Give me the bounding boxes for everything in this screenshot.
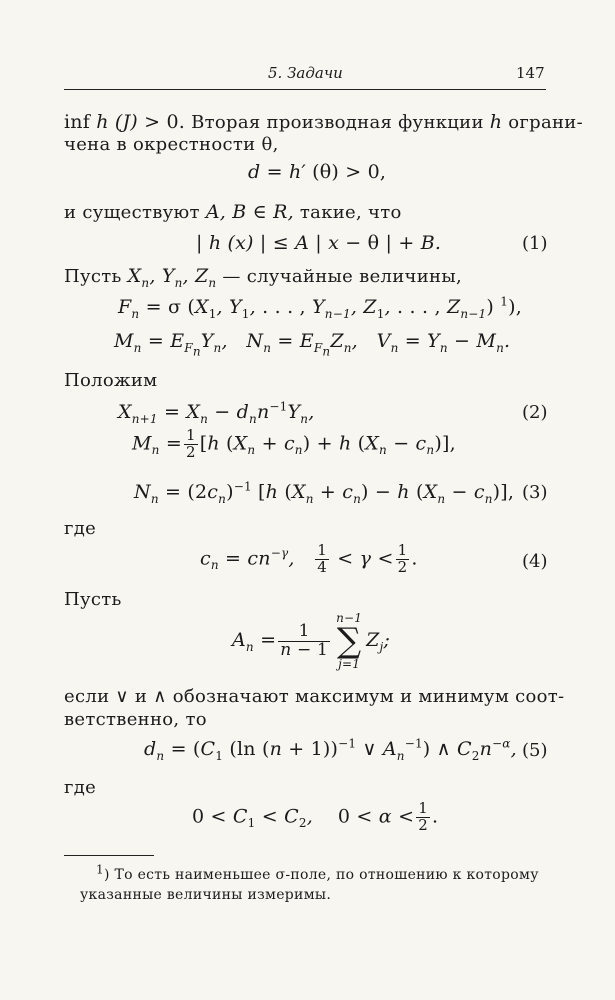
page-number: 147 bbox=[516, 64, 545, 82]
fraction-one-half: $\frac{1}{2}$ bbox=[397, 541, 408, 576]
sum-sign: n−1 ∑ j=1 bbox=[336, 611, 363, 671]
footnote-line: указанные величины измеримы. bbox=[80, 887, 332, 903]
formula-constants: $0 < C_1 < C_2$, 0 < α < $\frac{1}{2}$ . bbox=[192, 799, 439, 834]
paragraph-line: Пусть bbox=[64, 589, 122, 610]
equation-number: (2) bbox=[522, 402, 548, 423]
equation-number: (1) bbox=[522, 233, 548, 254]
text-fragment: и существуют bbox=[64, 202, 200, 223]
text-fragment: Пусть bbox=[64, 266, 122, 287]
paragraph-line: где bbox=[64, 777, 97, 798]
paragraph-line: если ∨ и ∧ обозначают максимум и минимум соот- bbox=[64, 686, 565, 707]
formula-N-n-definition: $N_n = (2c_n)^{-1}$ [h $(X_n + c_n) - h$ $(X_n - c_n)$], bbox=[134, 479, 515, 506]
formula-X-recursion: $X_{n+1} = X_n - d_nn^{-1}Y_n$, bbox=[118, 399, 315, 426]
fraction-one-half: $\frac{1}{2}$ bbox=[418, 799, 428, 834]
running-header-title: 5. Задачи bbox=[268, 64, 343, 82]
fraction-one-quarter: $\frac{1}{4}$ bbox=[317, 541, 328, 576]
text-fragment: — случайные величины, bbox=[222, 266, 462, 287]
paragraph-line: чена в окрестности θ, bbox=[64, 134, 279, 155]
text-fragment: Вторая производная функции bbox=[191, 112, 484, 133]
header-rule bbox=[64, 89, 546, 90]
paragraph-line bbox=[64, 200, 402, 225]
formula-F-n: $F_n = \sigma$ ($X_1$, $Y_1$, . . . , $Y_{n-1}$, $Z_1$, . . . , $Z_{n-1}$) $^1$), bbox=[118, 294, 522, 321]
text-fragment: ограни- bbox=[508, 112, 583, 133]
footnote-line: $^1$) То есть наименьшее σ-поле, по отношению к которому bbox=[96, 862, 539, 883]
footnote-text: То есть наименьшее σ-поле, по отношению к которому bbox=[114, 867, 539, 883]
formula-c-n: $c_n = cn^{-\gamma}$, $\frac{1}{4}$ < γ < $\frac{1}{2}$ . bbox=[200, 541, 418, 576]
paragraph-line: где bbox=[64, 518, 97, 539]
formula-h: h bbox=[489, 111, 503, 133]
formula-d-n: $d_n = (C_1$ (ln (n + 1))$^{-1}$ ∨ $A_n^{-1}$) ∧ $C_2n^{-\alpha}$, bbox=[144, 736, 517, 763]
formula-inf-h: inf h (J) > 0. bbox=[64, 111, 186, 133]
formula-d: d = h′ (θ) > 0, bbox=[248, 161, 387, 183]
formula-bound: | h (x) | ≤ A | x − θ | + B. bbox=[196, 232, 442, 254]
paragraph-line bbox=[64, 264, 462, 289]
paragraph-line bbox=[64, 110, 583, 135]
formula-M-N-V: $M_n = E_{F_n}Y_n$, $N_n = E_{F_n}Z_n$, $V_n = Y_n - M_n$. bbox=[114, 330, 511, 359]
formula-M-n-definition: $M_n$ = $\frac{1}{2}$ [h $(X_n + c_n) + h$ $(X_n - c_n)$], bbox=[132, 426, 456, 461]
formula-A-B-in-R: A, B ∈ R, bbox=[205, 201, 294, 223]
fraction-one-half: $\frac{1}{2}$ bbox=[185, 426, 196, 461]
paragraph-line: Положим bbox=[64, 370, 158, 391]
equation-number: (4) bbox=[522, 551, 548, 572]
formula-XYZ: $X_n$, $Y_n$, $Z_n$ bbox=[127, 265, 217, 290]
paragraph-line: ветственно, то bbox=[64, 709, 207, 730]
equation-number: (3) bbox=[522, 482, 548, 503]
text-fragment: такие, что bbox=[299, 202, 402, 223]
formula-A-n: $A_n$ = $\frac{1}{n - 1}$ n−1 ∑ j=1 $Z_j$; bbox=[232, 611, 391, 671]
footnote-rule bbox=[64, 855, 154, 856]
fraction-one-over-n-minus-one: $\frac{1}{n - 1}$ bbox=[280, 620, 329, 660]
equation-number: (5) bbox=[522, 740, 548, 761]
